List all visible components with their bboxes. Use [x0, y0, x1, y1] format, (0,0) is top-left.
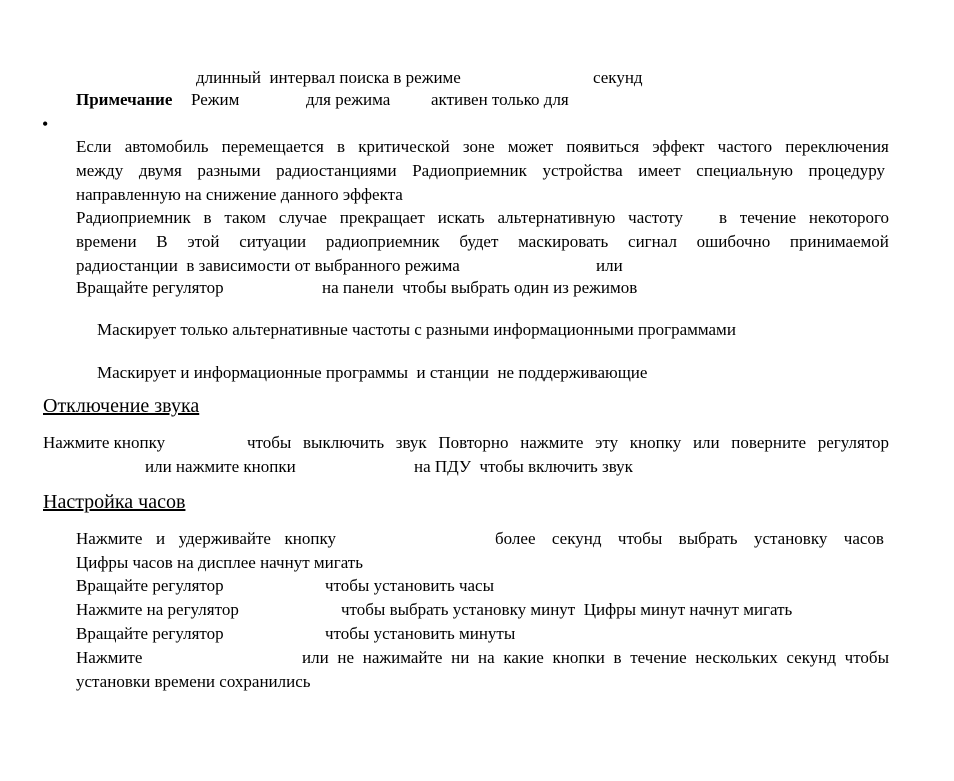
mute-line2-b: на ПДУ чтобы включить звук	[414, 457, 633, 476]
word: специальную	[696, 161, 793, 180]
word: появиться	[566, 137, 640, 156]
word: или	[692, 433, 720, 452]
word: процедуру	[808, 161, 885, 180]
bullet-marker: •	[42, 114, 49, 134]
word: регулятор	[817, 433, 889, 452]
word: нескольких	[695, 648, 778, 667]
af-p1-line3: направленную на снижение данного эффекта	[76, 185, 403, 204]
word: или	[302, 648, 329, 667]
clock-step3-b: чтобы выбрать установку минут Цифры минут начнут мигать	[341, 600, 793, 619]
clock-step1-b	[495, 527, 884, 551]
word: часов	[843, 529, 884, 548]
word: ситуации	[239, 232, 307, 251]
note-text-c: активен только для	[431, 90, 569, 109]
mute-heading: Отключение звука	[43, 395, 200, 417]
clock-step2-b: чтобы установить часы	[325, 576, 495, 595]
word: эффект	[652, 137, 705, 156]
word: частого	[717, 137, 773, 156]
word: в	[719, 208, 728, 227]
intro-line1-text: длинный интервал поиска в режиме	[196, 68, 461, 87]
clock-step4-a: Вращайте регулятор	[76, 624, 224, 643]
word: и	[155, 529, 166, 548]
word: чтобы	[844, 648, 889, 667]
clock-step5-a: Нажмите	[76, 648, 143, 667]
word: в	[337, 137, 346, 156]
af-p3-a: Вращайте регулятор	[76, 278, 224, 297]
word: на	[478, 648, 495, 667]
word: не	[337, 648, 355, 667]
word: чтобы	[617, 529, 663, 548]
af-p2-line2	[76, 230, 889, 254]
word: будет	[459, 232, 499, 251]
clock-step4-b: чтобы установить минуты	[325, 624, 516, 643]
word: радиостанциями	[276, 161, 397, 180]
af-option-1: Маскирует только альтернативные частоты с разными информационными программами	[97, 320, 736, 339]
clock-step5-line2: установки времени сохранились	[76, 672, 311, 691]
af-option-2: Маскирует и информационные программы и станции не поддерживающие	[97, 363, 648, 382]
word: более	[495, 529, 536, 548]
word: разными	[197, 161, 261, 180]
mute-line1-b	[247, 431, 889, 455]
word: между	[76, 161, 124, 180]
word: звук	[395, 433, 427, 452]
clock-step5-b	[302, 646, 889, 670]
word: некоторого	[808, 208, 889, 227]
word: кнопки	[552, 648, 605, 667]
word: кнопку	[284, 529, 336, 548]
word: может	[507, 137, 554, 156]
word: Повторно	[438, 433, 509, 452]
word: устройства	[542, 161, 623, 180]
word: выключить	[303, 433, 385, 452]
note-text-b: для режима	[306, 90, 391, 109]
word: Если	[76, 137, 112, 156]
af-p2-line1b	[719, 206, 889, 230]
af-p1-line1	[76, 135, 889, 159]
clock-step1-line2: Цифры часов на дисплее начнут мигать	[76, 553, 363, 572]
word: эту	[595, 433, 619, 452]
clock-step2-a: Вращайте регулятор	[76, 576, 224, 595]
word: секунд	[551, 529, 602, 548]
word: зоне	[462, 137, 495, 156]
word: принимаемой	[789, 232, 889, 251]
word: ошибочно	[696, 232, 771, 251]
word: какие	[503, 648, 544, 667]
af-p3-b: на панели чтобы выбрать один из режимов	[322, 278, 638, 297]
word: в	[203, 208, 212, 227]
word: времени	[76, 232, 137, 251]
word: автомобиль	[124, 137, 209, 156]
word: сигнал	[628, 232, 677, 251]
note-label: Примечание	[76, 90, 173, 109]
word: удерживайте	[178, 529, 271, 548]
word: этой	[187, 232, 220, 251]
clock-heading: Настройка часов	[43, 491, 186, 513]
word: случае	[278, 208, 327, 227]
word: Радиоприемник	[412, 161, 527, 180]
word: В	[156, 232, 168, 251]
word: Радиоприемник	[76, 208, 191, 227]
af-p1-line2	[76, 159, 885, 183]
mute-line2-a: или нажмите кнопки	[145, 457, 296, 476]
af-p2-line3b: или	[596, 256, 623, 275]
note-text-a: Режим	[191, 90, 240, 109]
word: двумя	[138, 161, 182, 180]
intro-line1-seconds: секунд	[593, 68, 643, 87]
word: секунд	[786, 648, 836, 667]
word: чтобы	[247, 433, 292, 452]
word: искать	[437, 208, 485, 227]
word: критической	[358, 137, 450, 156]
word: переключения	[785, 137, 889, 156]
word: имеет	[638, 161, 681, 180]
mute-line1-a: Нажмите кнопку	[43, 433, 166, 452]
word: установку	[753, 529, 828, 548]
word: радиоприемник	[325, 232, 440, 251]
word: перемещается	[221, 137, 324, 156]
word: в	[613, 648, 622, 667]
word: нажимайте	[362, 648, 443, 667]
word: таком	[224, 208, 266, 227]
word: течение	[630, 648, 687, 667]
word: маскировать	[518, 232, 609, 251]
word: Нажмите	[76, 529, 143, 548]
word: кнопку	[629, 433, 682, 452]
word: прекращает	[339, 208, 425, 227]
af-p2-line3a: радиостанции в зависимости от выбранного режима	[76, 256, 460, 275]
word: частоту	[628, 208, 683, 227]
af-p2-line1a	[76, 206, 683, 230]
word: ни	[451, 648, 470, 667]
clock-step3-a: Нажмите на регулятор	[76, 600, 239, 619]
word: поверните	[731, 433, 807, 452]
word: течение	[739, 208, 797, 227]
clock-step1-a	[76, 527, 336, 551]
word: выбрать	[678, 529, 738, 548]
word: альтернативную	[497, 208, 616, 227]
word: нажмите	[520, 433, 584, 452]
